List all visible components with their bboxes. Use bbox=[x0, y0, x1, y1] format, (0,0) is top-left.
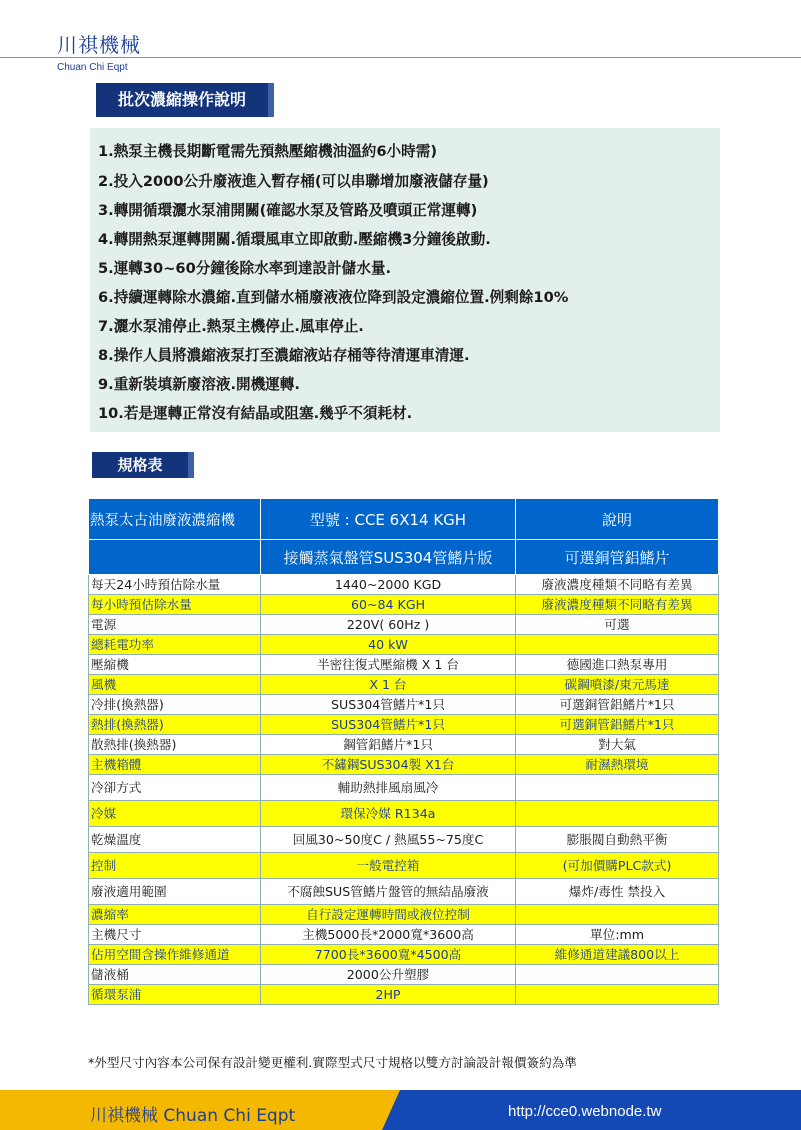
spec-note bbox=[516, 801, 719, 827]
brand-subtitle: Chuan Chi Eqpt bbox=[57, 62, 128, 73]
table-row bbox=[89, 735, 719, 755]
spec-value: 7700長*3600寬*4500高 bbox=[261, 945, 516, 965]
spec-value: 自行設定運轉時間或液位控制 bbox=[261, 905, 516, 925]
step-item: 7.灑水泵浦停止.熱泵主機停止.風車停止. bbox=[98, 318, 364, 335]
spec-note: 維修通道建議800以上 bbox=[516, 945, 719, 965]
table-row bbox=[89, 827, 719, 853]
spec-table-body bbox=[89, 575, 719, 1005]
table-row bbox=[89, 675, 719, 695]
brand-name: 川祺機械 bbox=[57, 33, 141, 57]
spec-label: 總耗電功率 bbox=[89, 635, 261, 655]
table-row bbox=[89, 879, 719, 905]
spec-value: 半密往復式壓縮機 X 1 台 bbox=[261, 655, 516, 675]
spec-value: 輔助熱排風扇風冷 bbox=[261, 775, 516, 801]
operation-section-title: 批次濃縮操作說明 bbox=[96, 83, 274, 117]
step-item: 6.持續運轉除水濃縮.直到儲水桶廢液液位降到設定濃縮位置.例剩餘10% bbox=[98, 289, 569, 306]
table-row bbox=[89, 595, 719, 615]
table-row bbox=[89, 985, 719, 1005]
spec-value: 2HP bbox=[261, 985, 516, 1005]
spec-label: 乾燥溫度 bbox=[89, 827, 261, 853]
table-row bbox=[89, 635, 719, 655]
spec-label: 儲液桶 bbox=[89, 965, 261, 985]
step-item: 3.轉開循環灑水泵浦開關(確認水泵及管路及噴頭正常運轉) bbox=[98, 202, 478, 219]
spec-label: 冷媒 bbox=[89, 801, 261, 827]
spec-value: 40 kW bbox=[261, 635, 516, 655]
table-row bbox=[89, 905, 719, 925]
table-header-notes: 說明 bbox=[516, 499, 719, 540]
table-row bbox=[89, 853, 719, 879]
spec-label: 冷排(換熱器) bbox=[89, 695, 261, 715]
spec-value: 回風30~50度C / 熱風55~75度C bbox=[261, 827, 516, 853]
table-row bbox=[89, 695, 719, 715]
spec-label: 每天24小時預估除水量 bbox=[89, 575, 261, 595]
spec-value: 一般電控箱 bbox=[261, 853, 516, 879]
footer-url-link[interactable]: http://cce0.webnode.tw bbox=[508, 1103, 662, 1120]
spec-label: 電源 bbox=[89, 615, 261, 635]
spec-table bbox=[88, 498, 719, 1005]
footer-brand: 川祺機械 Chuan Chi Eqpt bbox=[90, 1106, 296, 1126]
spec-note bbox=[516, 635, 719, 655]
step-item: 4.轉開熱泵運轉開關.循環風車立即啟動.壓縮機3分鐘後啟動. bbox=[98, 231, 491, 248]
footnote: *外型尺寸內容本公司保有設計變更權利.實際型式尺寸規格以雙方討論設計報價簽約為準 bbox=[88, 1055, 577, 1070]
table-row bbox=[89, 715, 719, 735]
spec-note bbox=[516, 905, 719, 925]
spec-note: 碳鋼噴漆/東元馬達 bbox=[516, 675, 719, 695]
step-item: 8.操作人員將濃縮液泵打至濃縮液站存桶等待清運車清運. bbox=[98, 347, 470, 364]
spec-note: 可選銅管鋁鰭片*1只 bbox=[516, 695, 719, 715]
step-item: 9.重新裝填新廢溶液.開機運轉. bbox=[98, 376, 300, 393]
spec-label: 廢液適用範圍 bbox=[89, 879, 261, 905]
spec-note bbox=[516, 775, 719, 801]
table-row bbox=[89, 615, 719, 635]
table-row bbox=[89, 925, 719, 945]
step-item: 5.運轉30~60分鐘後除水率到達設計儲水量. bbox=[98, 260, 391, 277]
step-item: 1.熱泵主機長期斷電需先預熱壓縮機油溫約6小時需) bbox=[98, 143, 437, 160]
spec-value: 鋼管鋁鰭片*1只 bbox=[261, 735, 516, 755]
table-subheader-model-version: 接觸蒸氣盤管SUS304管鰭片版 bbox=[261, 540, 516, 575]
operation-steps-panel bbox=[90, 128, 720, 432]
spec-label: 壓縮機 bbox=[89, 655, 261, 675]
spec-note: 廢液濃度種類不同略有差異 bbox=[516, 575, 719, 595]
spec-note: 可選 bbox=[516, 615, 719, 635]
spec-label: 循環泵浦 bbox=[89, 985, 261, 1005]
spec-label: 濃縮率 bbox=[89, 905, 261, 925]
spec-note: 廢液濃度種類不同略有差異 bbox=[516, 595, 719, 615]
spec-value: 2000公升塑膠 bbox=[261, 965, 516, 985]
spec-label: 每小時預估除水量 bbox=[89, 595, 261, 615]
spec-note: 對大氣 bbox=[516, 735, 719, 755]
spec-label: 風機 bbox=[89, 675, 261, 695]
spec-value: 220V( 60Hz ) bbox=[261, 615, 516, 635]
table-header-product: 熱泵太古油廢液濃縮機 bbox=[89, 499, 261, 540]
spec-value: SUS304管鰭片*1只 bbox=[261, 695, 516, 715]
table-subheader-blank bbox=[89, 540, 261, 575]
table-row bbox=[89, 775, 719, 801]
table-row bbox=[89, 575, 719, 595]
table-row bbox=[89, 755, 719, 775]
spec-note: 可選銅管鋁鰭片*1只 bbox=[516, 715, 719, 735]
spec-value: 主機5000長*2000寬*3600高 bbox=[261, 925, 516, 945]
spec-value: 不鏽鋼SUS304製 X1台 bbox=[261, 755, 516, 775]
table-row bbox=[89, 801, 719, 827]
step-item: 2.投入2000公升廢液進入暫存桶(可以串聯增加廢液儲存量) bbox=[98, 173, 489, 190]
spec-note bbox=[516, 965, 719, 985]
table-row bbox=[89, 945, 719, 965]
spec-value: 不腐蝕SUS管鰭片盤管的無結晶廢液 bbox=[261, 879, 516, 905]
spec-value: 環保冷媒 R134a bbox=[261, 801, 516, 827]
table-row bbox=[89, 655, 719, 675]
table-subheader-option: 可選銅管鋁鰭片 bbox=[516, 540, 719, 575]
spec-note: 爆炸/毒性 禁投入 bbox=[516, 879, 719, 905]
spec-note: 單位:mm bbox=[516, 925, 719, 945]
spec-label: 散熱排(換熱器) bbox=[89, 735, 261, 755]
spec-label: 熱排(換熱器) bbox=[89, 715, 261, 735]
header-divider bbox=[0, 57, 801, 58]
spec-note: 德國進口熱泵專用 bbox=[516, 655, 719, 675]
spec-note: (可加價購PLC款式) bbox=[516, 853, 719, 879]
spec-label: 控制 bbox=[89, 853, 261, 879]
spec-note: 耐濕熱環境 bbox=[516, 755, 719, 775]
table-header-model: 型號 : CCE 6X14 KGH bbox=[261, 499, 516, 540]
spec-value: SUS304管鰭片*1只 bbox=[261, 715, 516, 735]
spec-section-title: 規格表 bbox=[92, 452, 194, 478]
spec-label: 主機尺寸 bbox=[89, 925, 261, 945]
spec-label: 主機箱體 bbox=[89, 755, 261, 775]
spec-label: 佔用空間含操作維修通道 bbox=[89, 945, 261, 965]
spec-value: X 1 台 bbox=[261, 675, 516, 695]
spec-value: 60~84 KGH bbox=[261, 595, 516, 615]
spec-value: 1440~2000 KGD bbox=[261, 575, 516, 595]
spec-label: 冷卻方式 bbox=[89, 775, 261, 801]
table-row bbox=[89, 965, 719, 985]
step-item: 10.若是運轉正常沒有結晶或阻塞.幾乎不須耗材. bbox=[98, 405, 413, 422]
spec-note bbox=[516, 985, 719, 1005]
spec-note: 膨脹閥自動熱平衡 bbox=[516, 827, 719, 853]
